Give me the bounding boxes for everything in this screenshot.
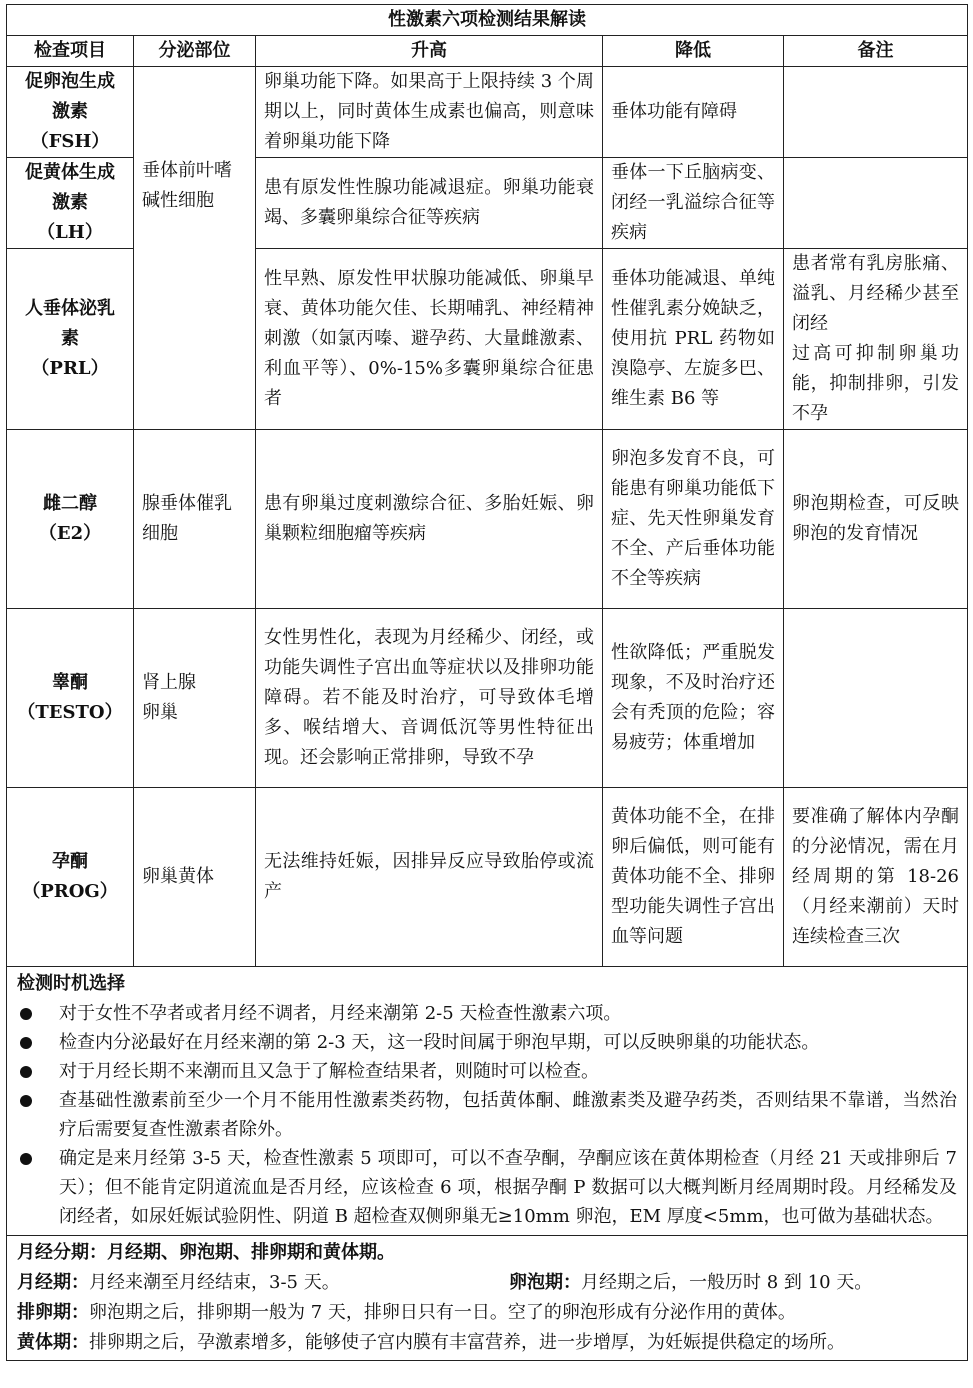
luteal-text: 排卵期之后，孕激素增多，能够使子宫内膜有丰富营养，进一步增厚，为妊娠提供稳定的场所。 — [89, 1332, 845, 1353]
timing-item-text: 确定是来月经第 3-5 天，检查性激素 5 项即可，可以不查孕酮，孕酮应该在黄体期检查（月经 21 天或排卵后 7 天）；但不能肯定阴道流血是否月经，应该检查 6 项，根据孕酮 P 数据可以大概判断月经周期时段。月经稀发及闭经者，如尿妊娠试验阴性、阴道 B 超检查双侧卵巢无≥10mm 卵泡，EM 厚度<5mm，也可做为基础状态。 — [59, 1148, 957, 1227]
note-lh — [784, 158, 968, 249]
note-prl — [784, 249, 968, 430]
item-name-line: 睾酮 — [52, 672, 88, 693]
site-prog: 卵巢黄体 — [134, 788, 256, 967]
list-item — [17, 1028, 957, 1057]
list-item — [17, 1086, 957, 1144]
header-row — [7, 36, 968, 67]
menstrual-text: 月经来潮至月经结束，3-5 天。 — [89, 1272, 340, 1293]
follicular-text: 月经期之后，一般历时 8 到 10 天。 — [581, 1272, 873, 1293]
item-name-line: （FSH） — [30, 131, 110, 152]
luteal-phase — [17, 1328, 957, 1358]
decrease-prl: 垂体功能减退、单纯性催乳素分娩缺乏，使用抗 PRL 药物如溴隐亭、左旋多巴、维生素 B6 等 — [603, 249, 784, 430]
item-name-line: （PRL） — [31, 358, 109, 379]
item-name-line: 孕酮 — [52, 851, 88, 872]
item-name-e2 — [7, 430, 134, 609]
note-prog: 要准确了解体内孕酮的分泌情况，需在月经周期的第 18-26（月经来潮前）天时连续检查三次 — [784, 788, 968, 967]
increase-prl: 性早熟、原发性甲状腺功能减低、卵巢早衰、黄体功能欠佳、长期哺乳、神经精神刺激（如氯丙嗪、避孕药、大量雌激素、利血平等）、0%-15%多囊卵巢综合征患者 — [256, 249, 603, 430]
decrease-e2: 卵泡多发育不良，可能患有卵巢功能低下症、先天性卵巢发育不全、产后垂体功能不全等疾病 — [603, 430, 784, 609]
item-name-line: 人垂体泌乳 — [25, 298, 115, 319]
list-item — [17, 1057, 957, 1086]
timing-item-text: 对于月经长期不来潮而且又急于了解检查结果者，则随时可以检查。 — [59, 1061, 599, 1082]
hormone-table — [6, 4, 968, 1361]
title-row — [7, 5, 968, 36]
bullet-icon — [20, 1037, 32, 1049]
item-name-line: （LH） — [37, 222, 103, 243]
timing-section — [7, 967, 968, 1236]
header-increase: 升高 — [256, 36, 603, 67]
timing-row — [7, 967, 968, 1236]
phases-line-1 — [17, 1268, 957, 1298]
list-item — [17, 999, 957, 1028]
table-row-fsh — [7, 67, 968, 158]
timing-item-text: 对于女性不孕者或者月经不调者，月经来潮第 2-5 天检查性激素六项。 — [59, 1003, 622, 1024]
follicular-label: 卵泡期： — [509, 1272, 581, 1293]
item-name-line: 促卵泡生成 — [25, 71, 115, 92]
table-row-prog — [7, 788, 968, 967]
table-row-testo — [7, 609, 968, 788]
note-e2: 卵泡期检查，可反映卵泡的发育情况 — [784, 430, 968, 609]
item-name-fsh — [7, 67, 134, 158]
bullet-icon — [20, 1066, 32, 1078]
item-name-lh — [7, 158, 134, 249]
ovulation-phase — [17, 1298, 957, 1328]
item-name-prl — [7, 249, 134, 430]
site-e2: 腺垂体催乳细胞 — [134, 430, 256, 609]
site-line: 肾上腺 — [142, 672, 196, 693]
decrease-lh: 垂体一下丘脑病变、闭经一乳溢综合征等疾病 — [603, 158, 784, 249]
phases-row — [7, 1236, 968, 1361]
item-name-line: （PROG） — [22, 881, 118, 902]
increase-lh: 患有原发性性腺功能减退症。卵巢功能衰竭、多囊卵巢综合征等疾病 — [256, 158, 603, 249]
item-name-testo — [7, 609, 134, 788]
menstrual-label: 月经期： — [17, 1272, 89, 1293]
bullet-icon — [20, 1008, 32, 1020]
note-testo — [784, 609, 968, 788]
decrease-testo: 性欲降低；严重脱发现象，不及时治疗还会有秃顶的危险；容易疲劳；体重增加 — [603, 609, 784, 788]
list-item — [17, 1144, 957, 1231]
item-name-line: （TESTO） — [17, 702, 123, 723]
timing-title: 检测时机选择 — [17, 973, 125, 994]
header-site: 分泌部位 — [134, 36, 256, 67]
table-row-e2 — [7, 430, 968, 609]
menstrual-phase — [17, 1268, 509, 1298]
site-shared — [134, 67, 256, 430]
item-name-line: 激素 — [52, 192, 88, 213]
hormone-report-sheet — [6, 4, 967, 1361]
note-prl-line2: 过高可抑制卵巢功能，抑制排卵，引发不孕 — [792, 343, 959, 424]
item-name-prog — [7, 788, 134, 967]
item-name-line: 促黄体生成 — [25, 162, 115, 183]
note-fsh — [784, 67, 968, 158]
item-name-line: 激素 — [52, 101, 88, 122]
increase-prog: 无法维持妊娠，因排异反应导致胎停或流产 — [256, 788, 603, 967]
timing-item-text: 检查内分泌最好在月经来潮的第 2-3 天，这一段时间属于卵泡早期，可以反映卵巢的功能状态。 — [59, 1032, 820, 1053]
item-name-line: （E2） — [38, 523, 102, 544]
site-text: 垂体前叶嗜碱性细胞 — [142, 160, 232, 211]
phases-section — [7, 1236, 968, 1361]
increase-fsh: 卵巢功能下降。如果高于上限持续 3 个周期以上，同时黄体生成素也偏高，则意味着卵巢功能下降 — [256, 67, 603, 158]
table-title: 性激素六项检测结果解读 — [7, 5, 968, 36]
item-name-line: 素 — [61, 328, 79, 349]
bullet-icon — [20, 1153, 32, 1165]
timing-item-text: 查基础性激素前至少一个月不能用性激素类药物，包括黄体酮、雌激素类及避孕药类，否则结果不靠谱，当然治疗后需要复查性激素者除外。 — [59, 1090, 957, 1140]
ovulation-label: 排卵期： — [17, 1302, 89, 1323]
note-prl-line1: 患者常有乳房胀痛、溢乳、月经稀少甚至闭经 — [792, 253, 959, 334]
header-item: 检查项目 — [7, 36, 134, 67]
increase-testo: 女性男性化，表现为月经稀少、闭经，或功能失调性子宫出血等症状以及排卵功能障碍。若不能及时治疗，可导致体毛增多、喉结增大、音调低沉等男性特征出现。还会影响正常排卵，导致不孕 — [256, 609, 603, 788]
luteal-label: 黄体期： — [17, 1332, 89, 1353]
increase-e2: 患有卵巢过度刺激综合征、多胎妊娠、卵巢颗粒细胞瘤等疾病 — [256, 430, 603, 609]
decrease-prog: 黄体功能不全，在排卵后偏低，则可能有黄体功能不全、排卵型功能失调性子宫出血等问题 — [603, 788, 784, 967]
header-note: 备注 — [784, 36, 968, 67]
follicular-phase — [509, 1268, 872, 1298]
header-decrease: 降低 — [603, 36, 784, 67]
decrease-fsh: 垂体功能有障碍 — [603, 67, 784, 158]
site-line: 卵巢 — [142, 702, 178, 723]
item-name-line: 雌二醇 — [43, 493, 97, 514]
ovulation-text: 卵泡期之后，排卵期一般为 7 天，排卵日只有一日。空了的卵泡形成有分泌作用的黄体。 — [89, 1302, 796, 1323]
timing-list — [17, 999, 957, 1231]
site-testo — [134, 609, 256, 788]
bullet-icon — [20, 1095, 32, 1107]
phases-title: 月经分期：月经期、卵泡期、排卵期和黄体期。 — [17, 1242, 395, 1263]
